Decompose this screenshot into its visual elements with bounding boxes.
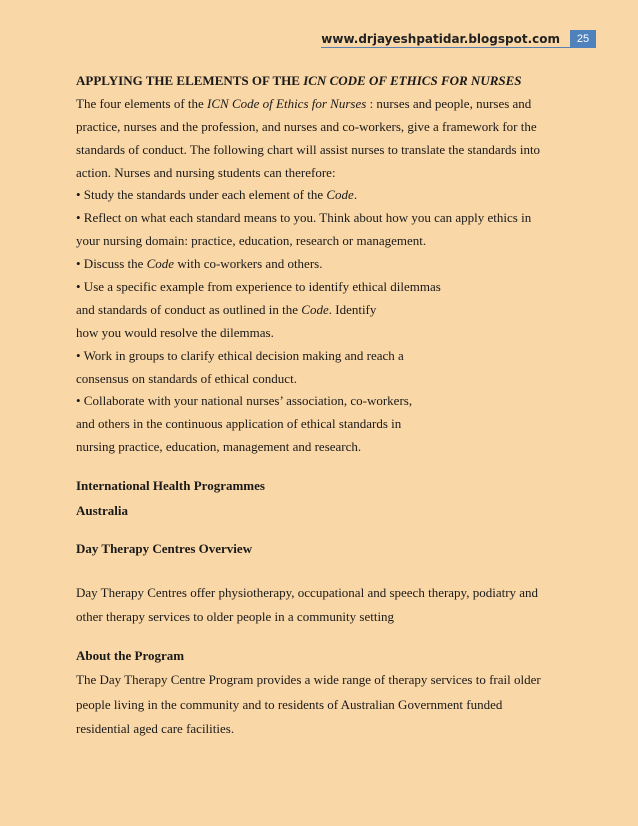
country-heading: Australia [76, 502, 128, 518]
bullet-item: • Work in groups to clarify ethical decision making and reach a [76, 347, 404, 363]
bullet-item: • Use a specific example from experience to identify ethical dilemmas [76, 279, 441, 295]
bullet-item: • Collaborate with your national nurses’ association, co-workers, [76, 393, 413, 409]
overview-heading: Day Therapy Centres Overview [76, 541, 253, 557]
bullet-item-continued: and standards of conduct as outlined in the Code. Identify [76, 301, 377, 317]
bullet-item: • Discuss the Code with co-workers and others. [76, 256, 323, 272]
section-heading-international: International Health Programmes [76, 478, 265, 494]
paragraph-line: The Day Therapy Centre Program provides a wide range of therapy services to frail older [76, 672, 541, 688]
paragraph-line: Day Therapy Centres offer physiotherapy, occupational and speech therapy, podiatry and [76, 584, 539, 600]
bullet-item-continued: nursing practice, education, management and research. [76, 439, 362, 455]
bullet-item-continued: and others in the continuous application of ethical standards in [76, 416, 402, 432]
page-header [321, 30, 596, 48]
bullet-item: • Study the standards under each element of the Code. [76, 187, 358, 203]
paragraph-line: The four elements of the ICN Code of Ethics for Nurses : nurses and people, nurses and [76, 95, 532, 111]
paragraph-line: other therapy services to older people in a community setting [76, 609, 395, 625]
program-heading: About the Program [76, 647, 185, 663]
header-url: www.drjayeshpatidar.blogspot.com [321, 30, 570, 48]
paragraph-line: people living in the community and to residents of Australian Government funded [76, 696, 503, 712]
bullet-item-continued: your nursing domain: practice, education, research or management. [76, 233, 427, 249]
document-body [76, 73, 576, 746]
bullet-item-continued: how you would resolve the dilemmas. [76, 324, 274, 340]
page-number: 25 [570, 30, 596, 48]
paragraph-line: action. Nurses and nursing students can therefore: [76, 164, 336, 180]
paragraph-line: residential aged care facilities. [76, 721, 235, 737]
paragraph-line: standards of conduct. The following chart will assist nurses to translate the standards into [76, 141, 541, 157]
bullet-item-continued: consensus on standards of ethical conduct. [76, 370, 297, 386]
paragraph-line: practice, nurses and the profession, and nurses and co-workers, give a framework for the [76, 118, 537, 134]
bullet-item: • Reflect on what each standard means to you. Think about how you can apply ethics in [76, 210, 532, 226]
section-heading-icn: APPLYING THE ELEMENTS OF THE ICN CODE OF ETHICS FOR NURSES [76, 73, 522, 88]
